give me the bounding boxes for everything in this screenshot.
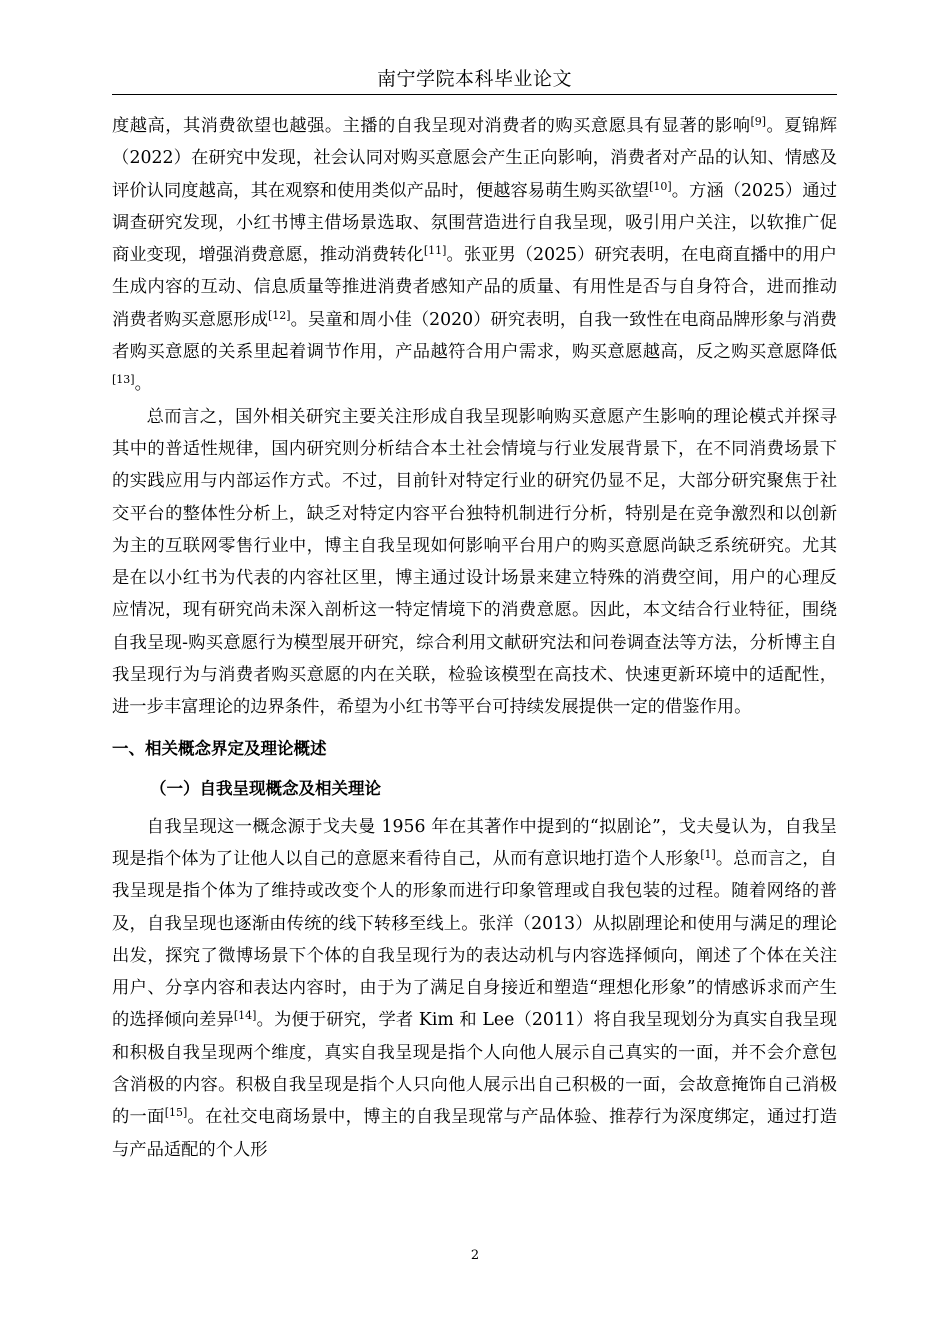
running-header: 南宁学院本科毕业论文 xyxy=(376,68,572,90)
text-span: 。张亚男（2025）研究表明，在电商直播中的用户生成内容的互动、信息质量等推进消费者感知产品的质量、有用性是否与自身符合，进而推动消费者购买意愿形成 xyxy=(112,245,837,330)
paragraph-self-presentation xyxy=(112,811,837,1166)
citation: [1] xyxy=(700,847,716,861)
paragraph-literature-domestic xyxy=(112,110,837,401)
text-span: 。方涵（2025）通过调查研究发现，小红书博主借场景选取、氛围营造进行自我呈现，吸引用户关注，以软推广促商业变现，增强消费意愿，推动消费转化 xyxy=(112,180,837,266)
text-span: 。为便于研究，学者 Kim 和 Lee（2011）将自我呈现划分为真实自我呈现和积极自我呈现两个维度，真实自我呈现是指个人向他人展示自己真实的一面，并不会介意包含消极的内容。积极自我呈现是指个人只向他人展示出自己积极的一面，会故意掩饰自己消极的一面 xyxy=(112,1010,837,1128)
citation: [15] xyxy=(164,1106,188,1120)
citation: [9] xyxy=(750,115,767,128)
text-span: 。 xyxy=(134,374,152,395)
citation: [10] xyxy=(649,179,672,193)
text-span: 。在社交电商场景中，博主的自我呈现常与产品体验、推荐行为深度绑定，通过打造与产品适配的个人形 xyxy=(112,1107,837,1160)
text-span: 自我呈现这一概念源于戈夫曼 1956 年在其著作中提到的“拟剧论”，戈夫曼认为，自我呈现是指个体为了让他人以自己的意愿来看待自己，从而有意识地打造个人形象 xyxy=(112,816,837,869)
text-span: 。吴童和周小佳（2020）研究表明，自我一致性在电商品牌形象与消费者购买意愿的关系里起着调节作用，产品越符合用户需求，购买意愿越高，反之购买意愿降低 xyxy=(112,309,837,363)
text-span: 。总而言之，自我呈现是指个体为了维持或改变个人的形象而进行印象管理或自我包装的过程。随着网络的普及，自我呈现也逐渐由传统的线下转移至线上。张洋（2013）从拟剧理论和使用与满足的理论出发，探究了微博场景下个体的自我呈现行为的表达动机与内容选择倾向，阐述了个体在关注用户、分享内容和表达内容时，由于为了满足自身接近和塑造“理想化形象”的情感诉求而产生的选择倾向差异 xyxy=(112,848,837,1031)
citation: [12] xyxy=(267,308,291,322)
citation: [14] xyxy=(233,1009,257,1023)
citation: [11] xyxy=(423,244,447,258)
paragraph-summary: 总而言之，国外相关研究主要关注形成自我呈现影响购买意愿产生影响的理论模式并探寻其中的普适性规律，国内研究则分析结合本土社会情境与行业发展背景下，在不同消费场景下的实践应用与内部运作方式。不过，目前针对特定行业的研究仍显不足，大部分研究聚焦于社交平台的整体性分析上，缺乏对特定内容平台独特机制进行分析，特别是在竞争激烈和以创新为主的互联网零售行业中，博主自我呈现如何影响平台用户的购买意愿尚缺乏系统研究。尤其是在以小红书为代表的内容社区里，博主通过设计场景来建立特殊的消费空间，用户的心理反应情况，现有研究尚未深入剖析这一特定情境下的消费意愿。因此，本文结合行业特征，围绕自我呈现-购买意愿行为模型展开研究，综合利用文献研究法和问卷调查法等方法，分析博主自我呈现行为与消费者购买意愿的内在关联，检验该模型在高技术、快速更新环境中的适配性，进一步丰富理论的边界条件，希望为小红书等平台可持续发展提供一定的借鉴作用。 xyxy=(112,406,837,718)
body-text xyxy=(112,110,837,1166)
page-number: 2 xyxy=(470,1248,480,1263)
text-span: 。夏锦辉（2022）在研究中发现，社会认同对购买意愿会产生正向影响，消费者对产品的认知、情感及评价认同度越高，其在观察和使用类似产品时，便越容易萌生购买欲望 xyxy=(112,116,837,201)
subsection-heading: （一）自我呈现概念及相关理论 xyxy=(150,778,381,798)
citation: [13] xyxy=(112,373,135,387)
header-divider xyxy=(112,94,837,95)
section-heading: 一、相关概念界定及理论概述 xyxy=(112,738,327,758)
text-span: 度越高，其消费欲望也越强。主播的自我呈现对消费者的购买意愿具有显著的影响 xyxy=(112,116,751,136)
